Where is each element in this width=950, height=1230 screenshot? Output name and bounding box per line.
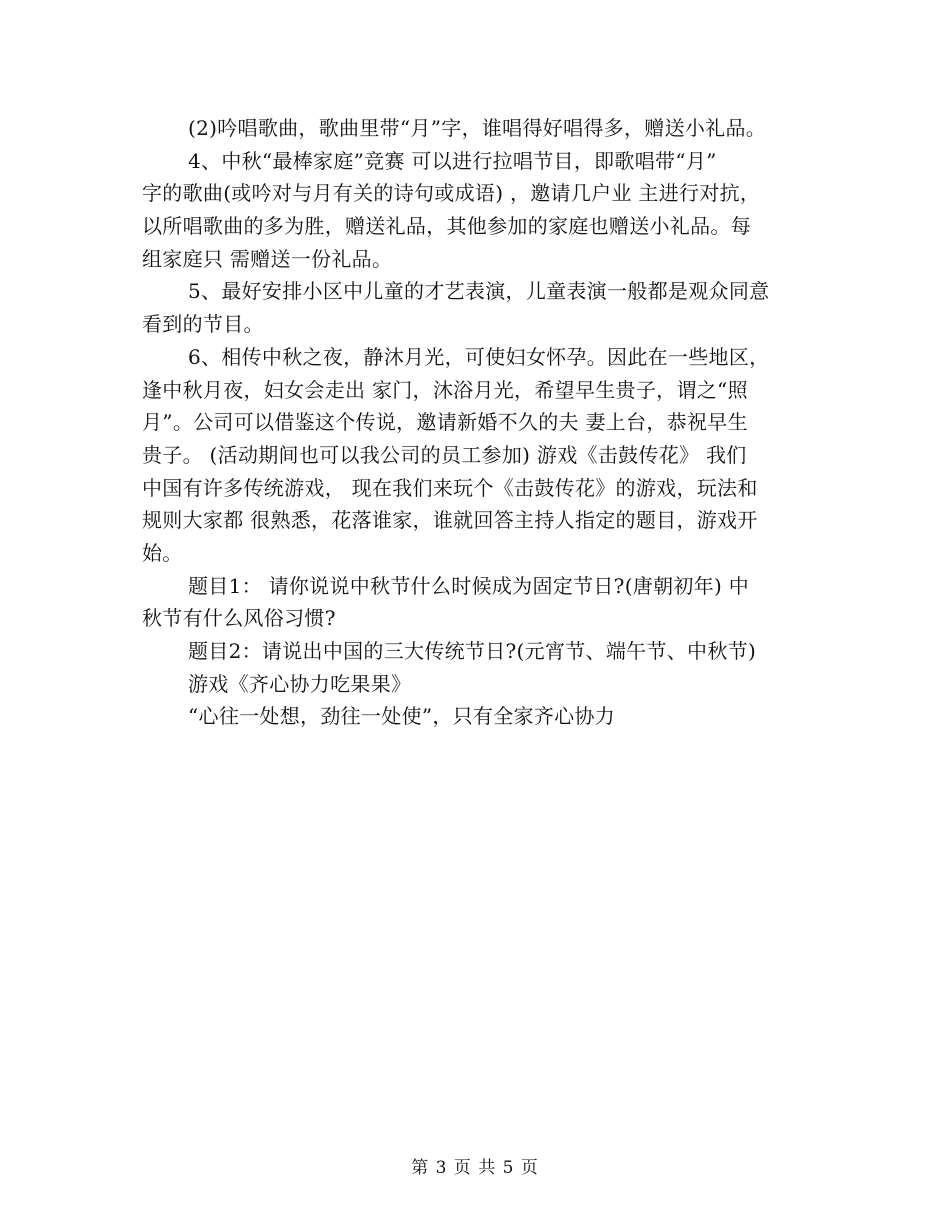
text-line: 逢中秋月夜，妇女会走出 家门，沐浴月光，希望早生贵子，谓之“照 [142, 377, 748, 402]
text-line: 5、最好安排小区中儿童的才艺表演，儿童表演一般都是观众同意 [188, 279, 770, 304]
text-line: 字的歌曲(或吟对与月有关的诗句或成语) ，邀请几户业 主进行对抗， [142, 181, 761, 206]
text-line: 6、相传中秋之夜，静沐月光，可使妇女怀孕。因此在一些地区， [188, 344, 770, 369]
text-line: 看到的节目。 [142, 312, 264, 337]
text-line: 游戏《齐心协力吃果果》 [188, 671, 412, 696]
document-body [142, 112, 822, 733]
text-line: 组家庭只 需赠送一份礼品。 [142, 246, 393, 271]
text-line: 以所唱歌曲的多为胜，赠送礼品，其他参加的家庭也赠送小礼品。每 [142, 214, 751, 239]
text-line: 题目2：请说出中国的三大传统节日?(元宵节、端午节、中秋节) [188, 639, 757, 663]
text-line: 规则大家都 很熟悉，花落谁家，谁就回答主持人指定的题目，游戏开 [142, 508, 758, 533]
text-line: (2)吟唱歌曲，歌曲里带“月”字，谁唱得好唱得多，赠送小礼品。 [188, 116, 767, 140]
text-line: 贵子。 (活动期间也可以我公司的员工参加) 游戏《击鼓传花》 我们 [142, 442, 747, 467]
text-line: 中国有许多传统游戏， 现在我们来玩个《击鼓传花》的游戏，玩法和 [142, 475, 758, 500]
text-line: 月”。公司可以借鉴这个传说，邀请新婚不久的夫 妻上台，恭祝早生 [142, 410, 748, 435]
text-line: 题目1： 请你说说中秋节什么时候成为固定节日?(唐朝初年) 中 [188, 573, 750, 598]
text-line: 始。 [142, 540, 183, 565]
text-line: “心往一处想，劲往一处使”，只有全家齐心协力 [188, 704, 616, 729]
text-line: 秋节有什么风俗习惯? [142, 606, 336, 631]
page-number-footer: 第 3 页 共 5 页 [411, 1158, 539, 1178]
text-line: 4、中秋“最棒家庭”竞赛 可以进行拉唱节目，即歌唱带“月” [188, 148, 717, 173]
